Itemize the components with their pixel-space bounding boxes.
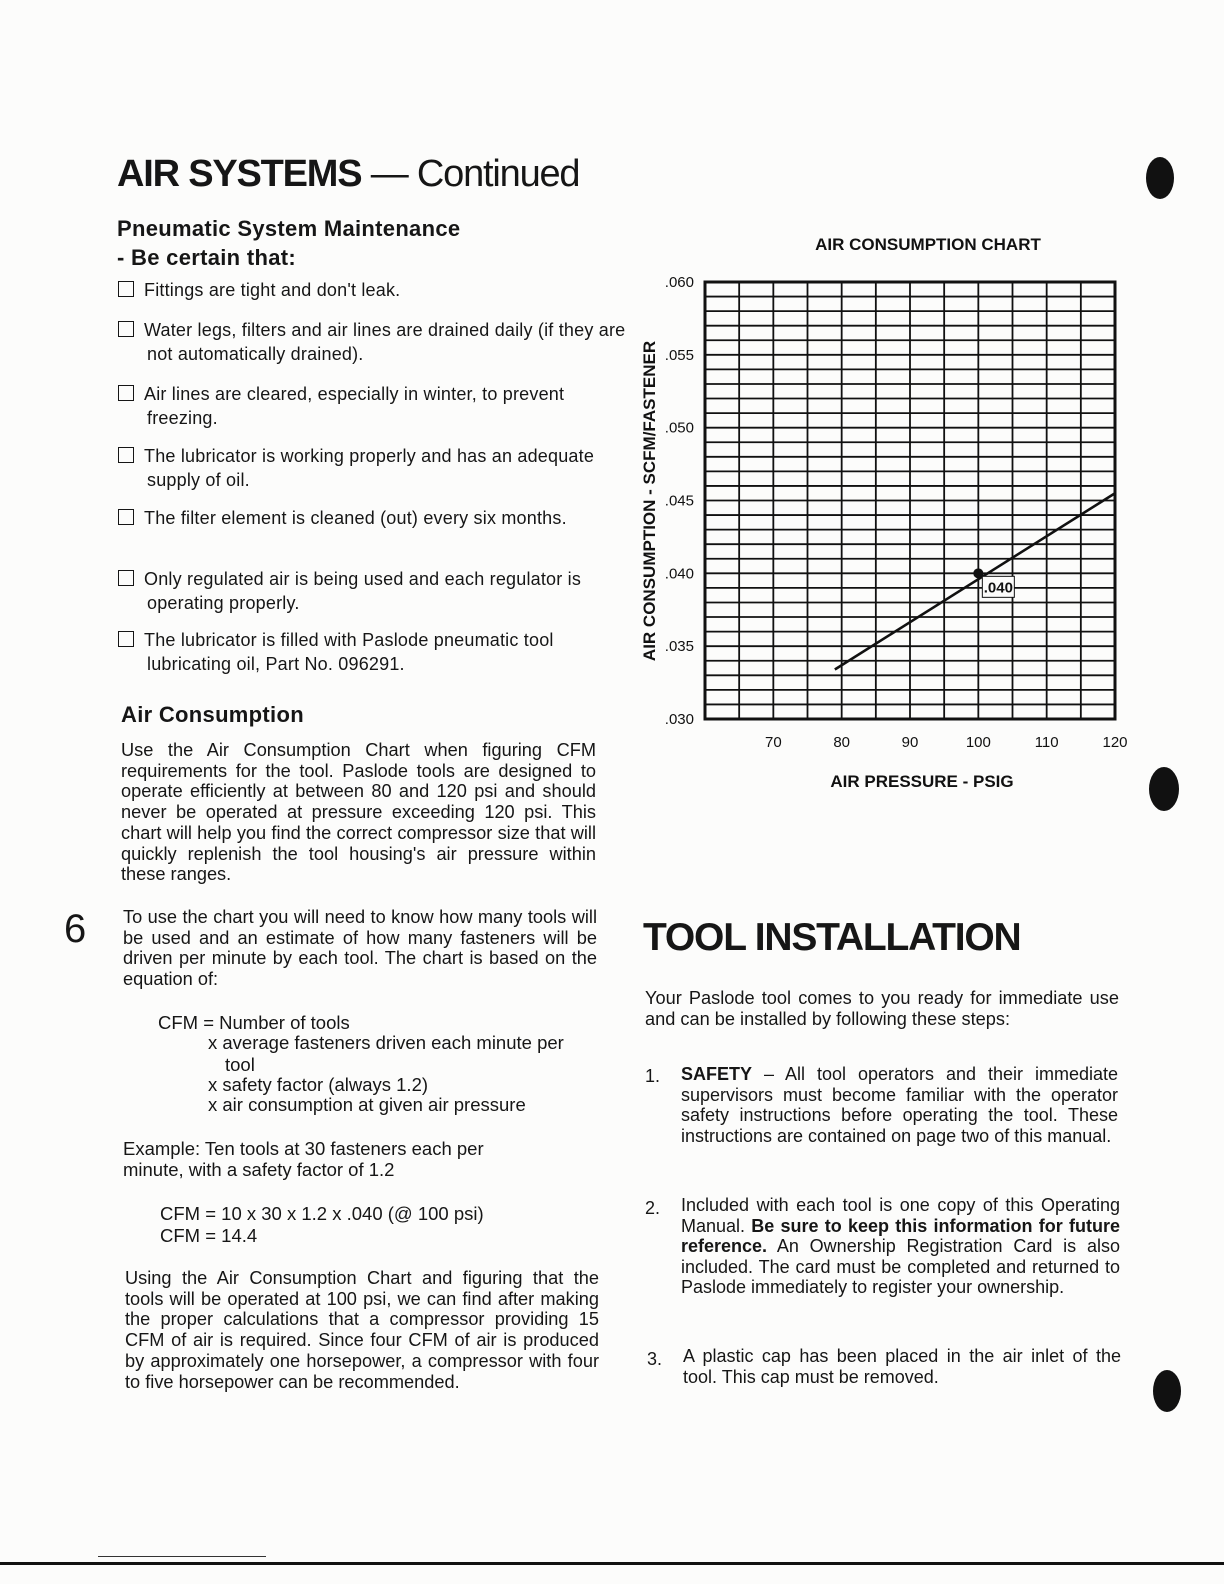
- x-axis-label: AIR PRESSURE - PSIG: [830, 772, 1014, 791]
- air-consumption-paragraph-3: Using the Air Consumption Chart and figuring that the tools will be operated at 100 psi, we can find after making the proper calculations that a compressor providing 15 CFM of air is required. Since four CFM of air is produced by approximately one horsepower, a compressor with four to five horsepower can be recommended.: [125, 1268, 599, 1392]
- tool-installation-title: TOOL INSTALLATION: [643, 916, 1021, 959]
- binder-hole-top: [1146, 157, 1174, 199]
- checkbox-icon: [118, 570, 134, 586]
- scan-rule: [0, 1562, 1224, 1565]
- x-tick-label: 80: [833, 734, 851, 751]
- highlight-label: .040: [983, 579, 1013, 597]
- step-number: 3.: [647, 1349, 663, 1369]
- calculation-line: CFM = 14.4: [160, 1225, 258, 1246]
- x-tick-label: 110: [1034, 734, 1059, 751]
- y-tick-label: .060: [664, 274, 694, 291]
- x-tick-label: 120: [1102, 734, 1128, 751]
- checklist-item: Air lines are cleared, especially in winter, to prevent freezing.: [118, 382, 627, 430]
- x-tick-label: 100: [965, 734, 991, 751]
- checkbox-icon: [118, 385, 134, 401]
- y-tick-label: .055: [664, 346, 694, 364]
- binder-hole-bottom: [1153, 1370, 1181, 1412]
- step-item: A plastic cap has been placed in the air inlet of the tool. This cap must be removed.: [683, 1346, 1121, 1387]
- calculation-line: CFM = 10 x 30 x 1.2 x .040 (@ 100 psi): [160, 1203, 484, 1224]
- x-tick-label: 90: [901, 734, 919, 751]
- air-consumption-paragraph-2: To use the chart you will need to know how many tools will be used and an estimate of how many fasteners will be driven per minute by each tool. The chart is based on the equation of:: [123, 907, 597, 990]
- equation-line: tool: [225, 1054, 255, 1075]
- step-item: SAFETY – All tool operators and their immediate supervisors must become familiar with the operator safety instructions before operating the tool. These instructions are contained on page two of this manual.: [681, 1064, 1118, 1146]
- checklist-item: Fittings are tight and don't leak.: [118, 278, 627, 302]
- scan-rule: [98, 1556, 266, 1557]
- y-tick-label: .045: [664, 492, 694, 510]
- example-line: minute, with a safety factor of 1.2: [123, 1159, 395, 1180]
- checkbox-icon: [118, 447, 134, 463]
- checklist-item: The filter element is cleaned (out) every six months.: [118, 506, 627, 530]
- equation-line: CFM = Number of tools: [158, 1012, 350, 1033]
- example-line: Example: Ten tools at 30 fasteners each per: [123, 1138, 484, 1159]
- checklist-item: Water legs, filters and air lines are drained daily (if they are not automatically drained).: [118, 318, 627, 366]
- checklist-item: Only regulated air is being used and each regulator is operating properly.: [118, 567, 627, 615]
- checkbox-icon: [118, 321, 134, 337]
- maintenance-heading: Pneumatic System Maintenance - Be certain that:: [117, 216, 461, 270]
- y-tick-label: .035: [664, 638, 694, 656]
- checkbox-icon: [118, 281, 134, 297]
- step-item: Included with each tool is one copy of this Operating Manual. Be sure to keep this information for future reference. An Ownership Registration Card is also included. The card must be completed and returned to Paslode immediately to register your ownership.: [681, 1195, 1120, 1297]
- page-number: 6: [64, 907, 87, 951]
- air-consumption-paragraph-1: Use the Air Consumption Chart when figuring CFM requirements for the tool. Paslode tools are designed to operate efficiently at between 80 and 120 psi and should never be operated at pressure exceeding 120 psi. This chart will help you find the correct compressor size that will quickly replenish the tool housing's air pressure within these ranges.: [121, 740, 596, 885]
- y-axis-label: AIR CONSUMPTION - SCFM/FASTENER: [640, 340, 659, 662]
- y-tick-label: .050: [664, 419, 694, 437]
- checkbox-icon: [118, 631, 134, 647]
- chart-title: AIR CONSUMPTION CHART: [815, 235, 1041, 254]
- checklist-item: The lubricator is filled with Paslode pneumatic tool lubricating oil, Part No. 096291.: [118, 628, 627, 676]
- equation-line: x average fasteners driven each minute per: [208, 1032, 564, 1053]
- tool-installation-intro: Your Paslode tool comes to you ready for immediate use and can be installed by following these steps:: [645, 988, 1119, 1029]
- y-tick-label: .040: [664, 565, 694, 583]
- page-title: AIR SYSTEMS — Continued: [117, 153, 580, 195]
- series-line: [835, 493, 1115, 669]
- step-number: 2.: [645, 1198, 661, 1218]
- equation-line: x air consumption at given air pressure: [208, 1094, 526, 1115]
- equation-line: x safety factor (always 1.2): [208, 1074, 429, 1095]
- step-number: 1.: [645, 1066, 661, 1086]
- checklist-item: The lubricator is working properly and has an adequate supply of oil.: [118, 444, 627, 492]
- air-consumption-chart: [620, 225, 1160, 815]
- x-tick-label: 70: [764, 734, 782, 751]
- air-consumption-heading: Air Consumption: [121, 702, 304, 727]
- checkbox-icon: [118, 509, 134, 525]
- y-tick-label: .030: [664, 711, 694, 728]
